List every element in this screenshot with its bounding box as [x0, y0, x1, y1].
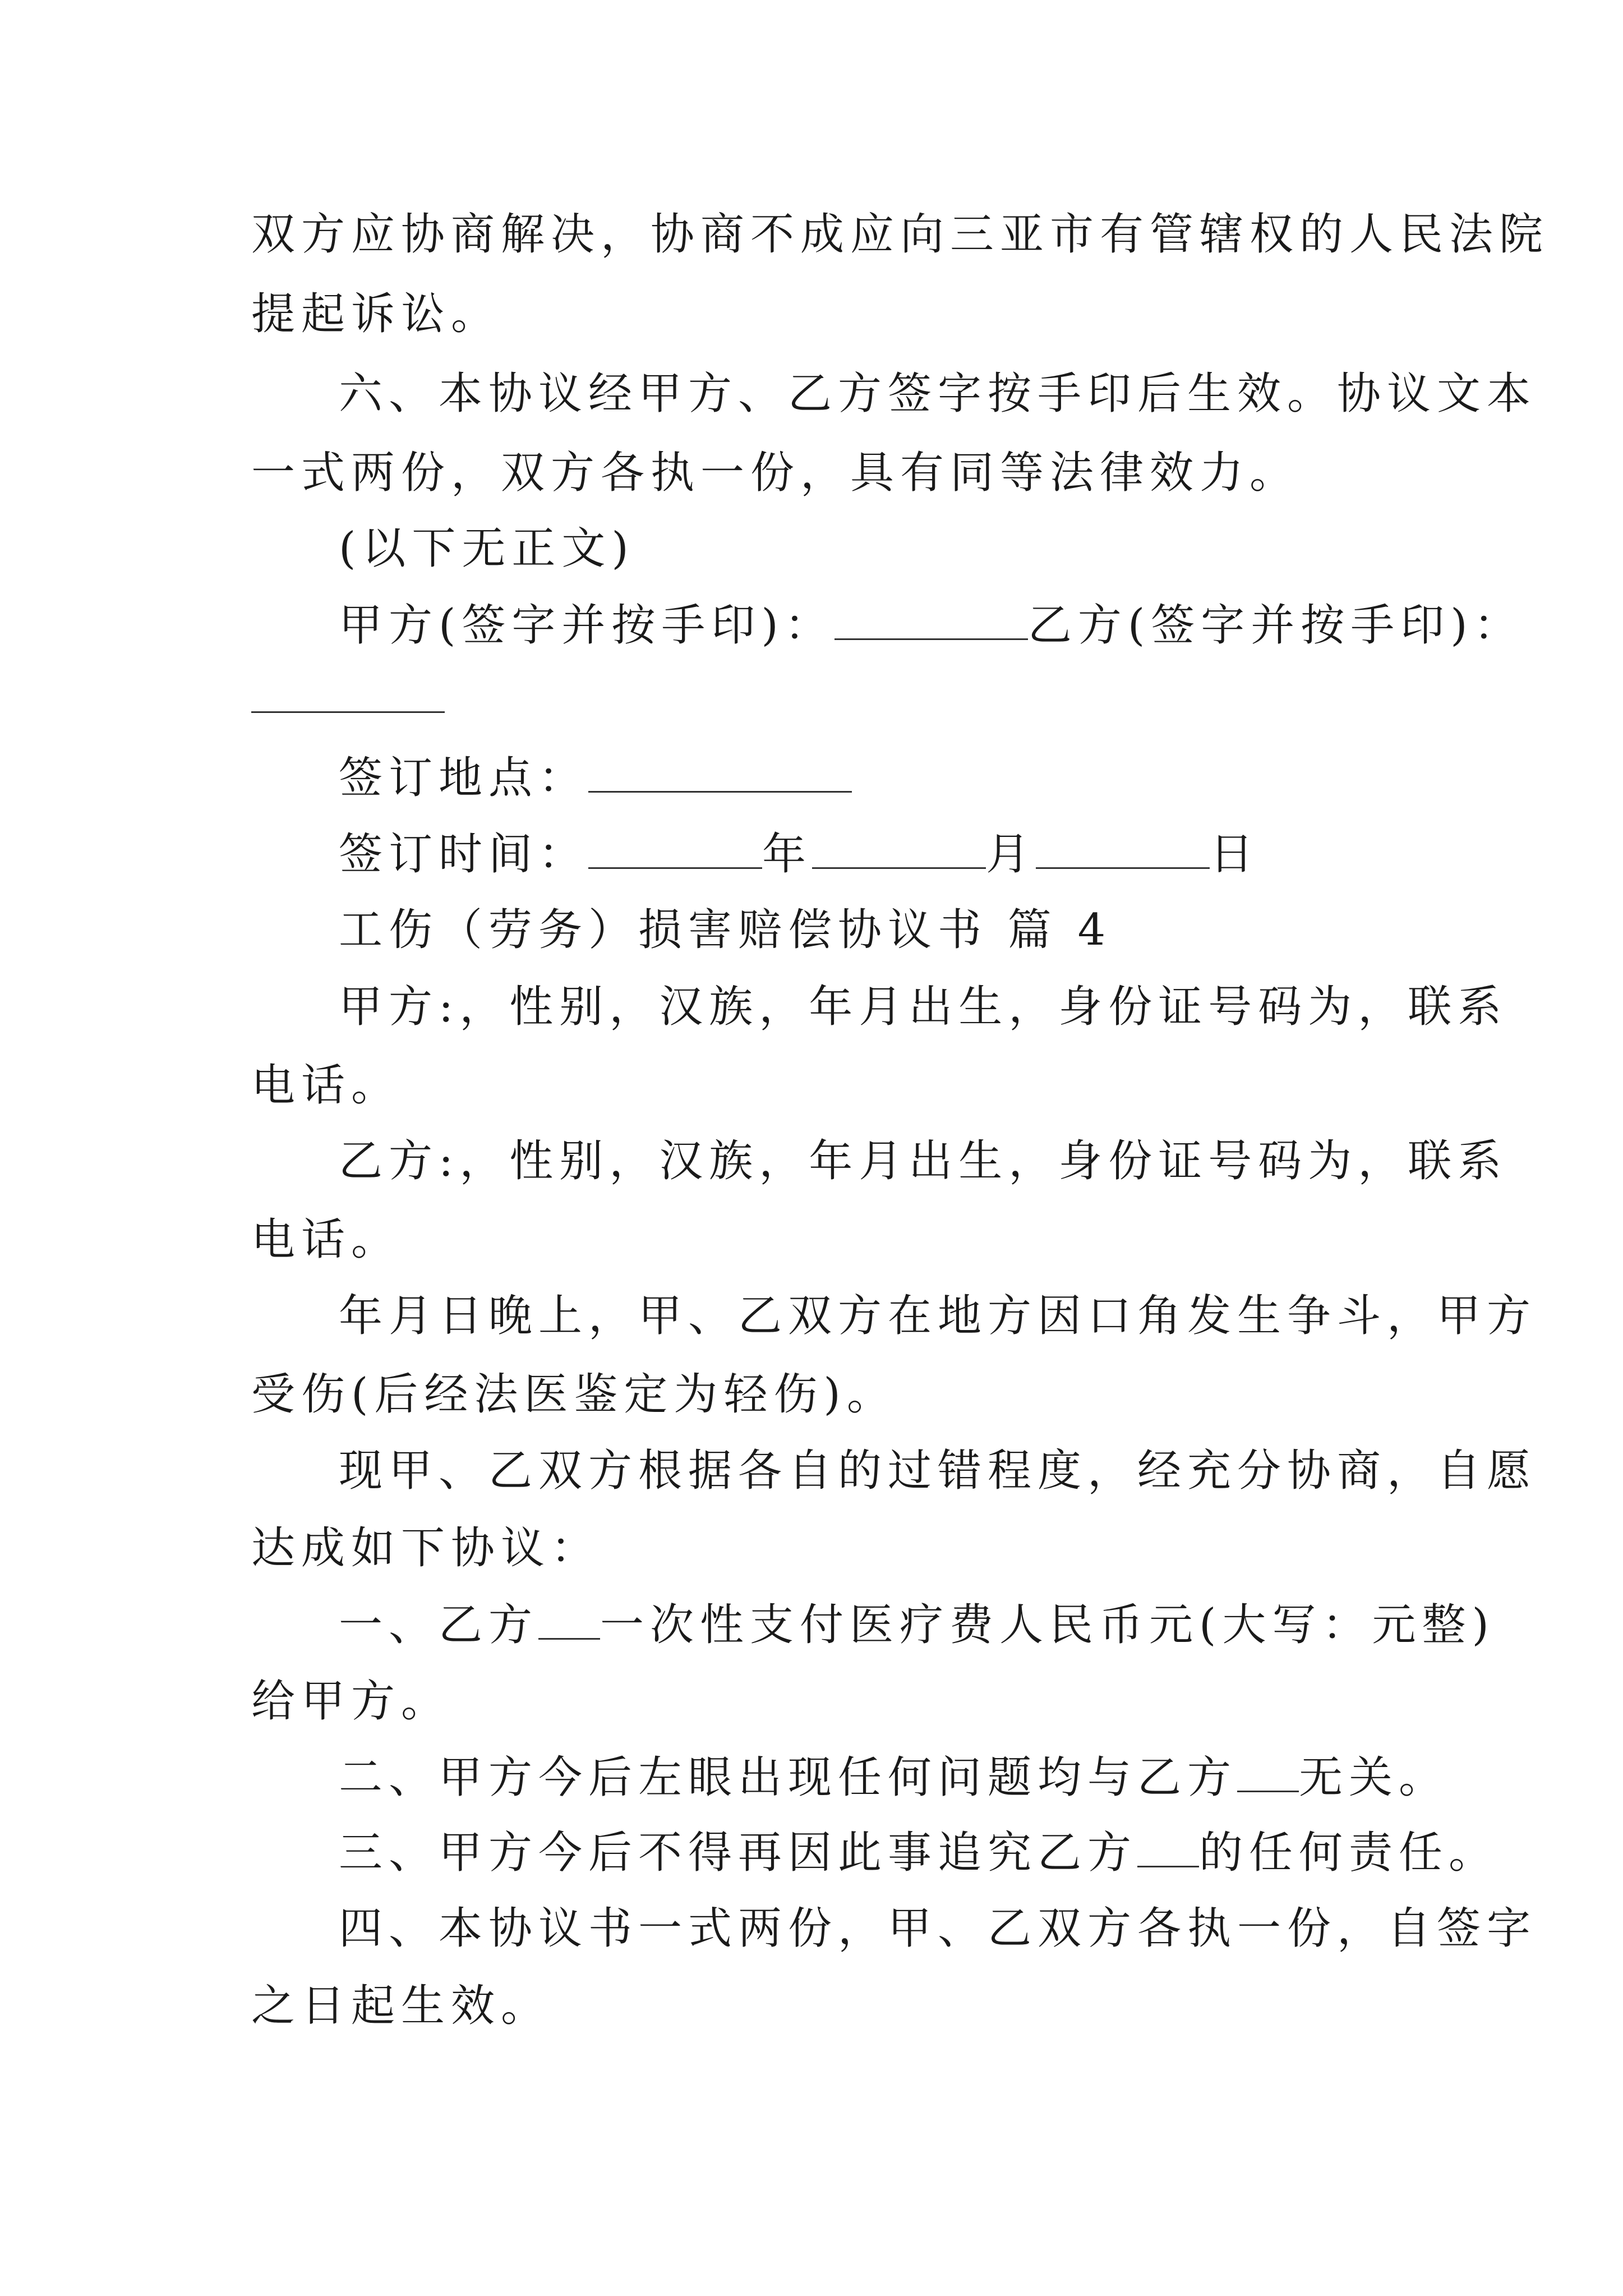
text: 三、甲方今后不得再因此事追究乙方	[339, 1828, 1138, 1878]
agreement-intro-line	[339, 1443, 1537, 1499]
signing-place-line	[339, 749, 1390, 806]
text: 的任何责任。	[1199, 1828, 1499, 1878]
text: 一次性支付医疗费人民币元(大写：元整)	[600, 1600, 1495, 1650]
text: 受伤(后经法医鉴定为轻伤)。	[251, 1369, 897, 1420]
text: 之日起生效。	[251, 1981, 551, 2031]
paragraph-line	[251, 1212, 1390, 1268]
text: 四、本协议书一式两份，甲、乙双方各执一份，自签字	[339, 1903, 1537, 1954]
text: 电话。	[251, 1214, 402, 1265]
text: 六、本协议经甲方、乙方签字按手印后生效。协议文本	[339, 369, 1537, 419]
party-a-signature-blank	[834, 597, 1028, 640]
text: 乙方:，性别，汉族，年月出生，身份证号码为，联系	[339, 1136, 1508, 1186]
section-heading	[339, 902, 1390, 958]
incident-line	[339, 1288, 1537, 1344]
clause-one-line	[339, 1596, 1495, 1653]
paragraph-line	[251, 1520, 1390, 1576]
year-label: 年	[762, 829, 813, 880]
text: 双方应协商解决，协商不成应向三亚市有管辖权的人民法院	[251, 209, 1550, 260]
party-b-name-blank	[538, 1596, 600, 1640]
day-blank	[1036, 826, 1210, 869]
text: 提起诉讼。	[251, 289, 501, 339]
party-b-name-blank	[1137, 1824, 1199, 1867]
paragraph-line	[251, 1366, 1390, 1423]
party-a-info-line	[339, 979, 1508, 1035]
text: 年月日晚上，甲、乙双方在地方因口角发生争斗，甲方	[339, 1291, 1537, 1341]
paragraph-line	[251, 286, 1390, 342]
party-b-signature-blank	[251, 711, 445, 713]
clause-two-line	[339, 1749, 1449, 1805]
paragraph-line	[251, 445, 1390, 501]
text: 达成如下协议：	[251, 1523, 601, 1573]
signature-line	[339, 597, 1524, 653]
day-label: 日	[1210, 829, 1260, 880]
signing-date-line	[339, 826, 1390, 882]
party-a-signature-label: 甲方(签字并按手印)：	[339, 600, 834, 651]
month-blank	[812, 826, 986, 869]
text: 一、乙方	[339, 1600, 539, 1650]
paragraph-line	[251, 1057, 1390, 1114]
text: 电话。	[251, 1060, 402, 1111]
year-blank	[588, 826, 762, 869]
paragraph-line	[251, 1673, 1390, 1729]
month-label: 月	[986, 829, 1036, 880]
text: 给甲方。	[251, 1676, 451, 1727]
text: 无关。	[1299, 1752, 1449, 1803]
signing-place-blank	[588, 749, 852, 793]
signing-date-label: 签订时间：	[339, 829, 589, 880]
text: 一式两份，双方各执一份，具有同等法律效力。	[251, 448, 1300, 498]
party-b-name-blank	[1237, 1749, 1299, 1792]
clause-six-line	[339, 366, 1537, 422]
text: 现甲、乙双方根据各自的过错程度，经充分协商，自愿	[339, 1446, 1537, 1496]
party-b-info-line	[339, 1133, 1508, 1189]
text: 二、甲方今后左眼出现任何问题均与乙方	[339, 1752, 1238, 1803]
clause-three-line	[339, 1824, 1499, 1880]
heading-text: 工伤（劳务）损害赔偿协议书 篇 4	[339, 905, 1112, 955]
clause-four-line	[339, 1901, 1537, 1957]
paragraph-line	[251, 206, 1550, 263]
no-text-below-note	[339, 521, 1390, 577]
text: (以下无正文)	[339, 523, 635, 574]
party-b-signature-label: 乙方(签字并按手印)：	[1027, 600, 1524, 651]
text: 甲方:，性别，汉族，年月出生，身份证号码为，联系	[339, 982, 1508, 1032]
paragraph-line	[251, 1978, 1390, 2034]
signing-place-label: 签订地点：	[339, 753, 589, 803]
